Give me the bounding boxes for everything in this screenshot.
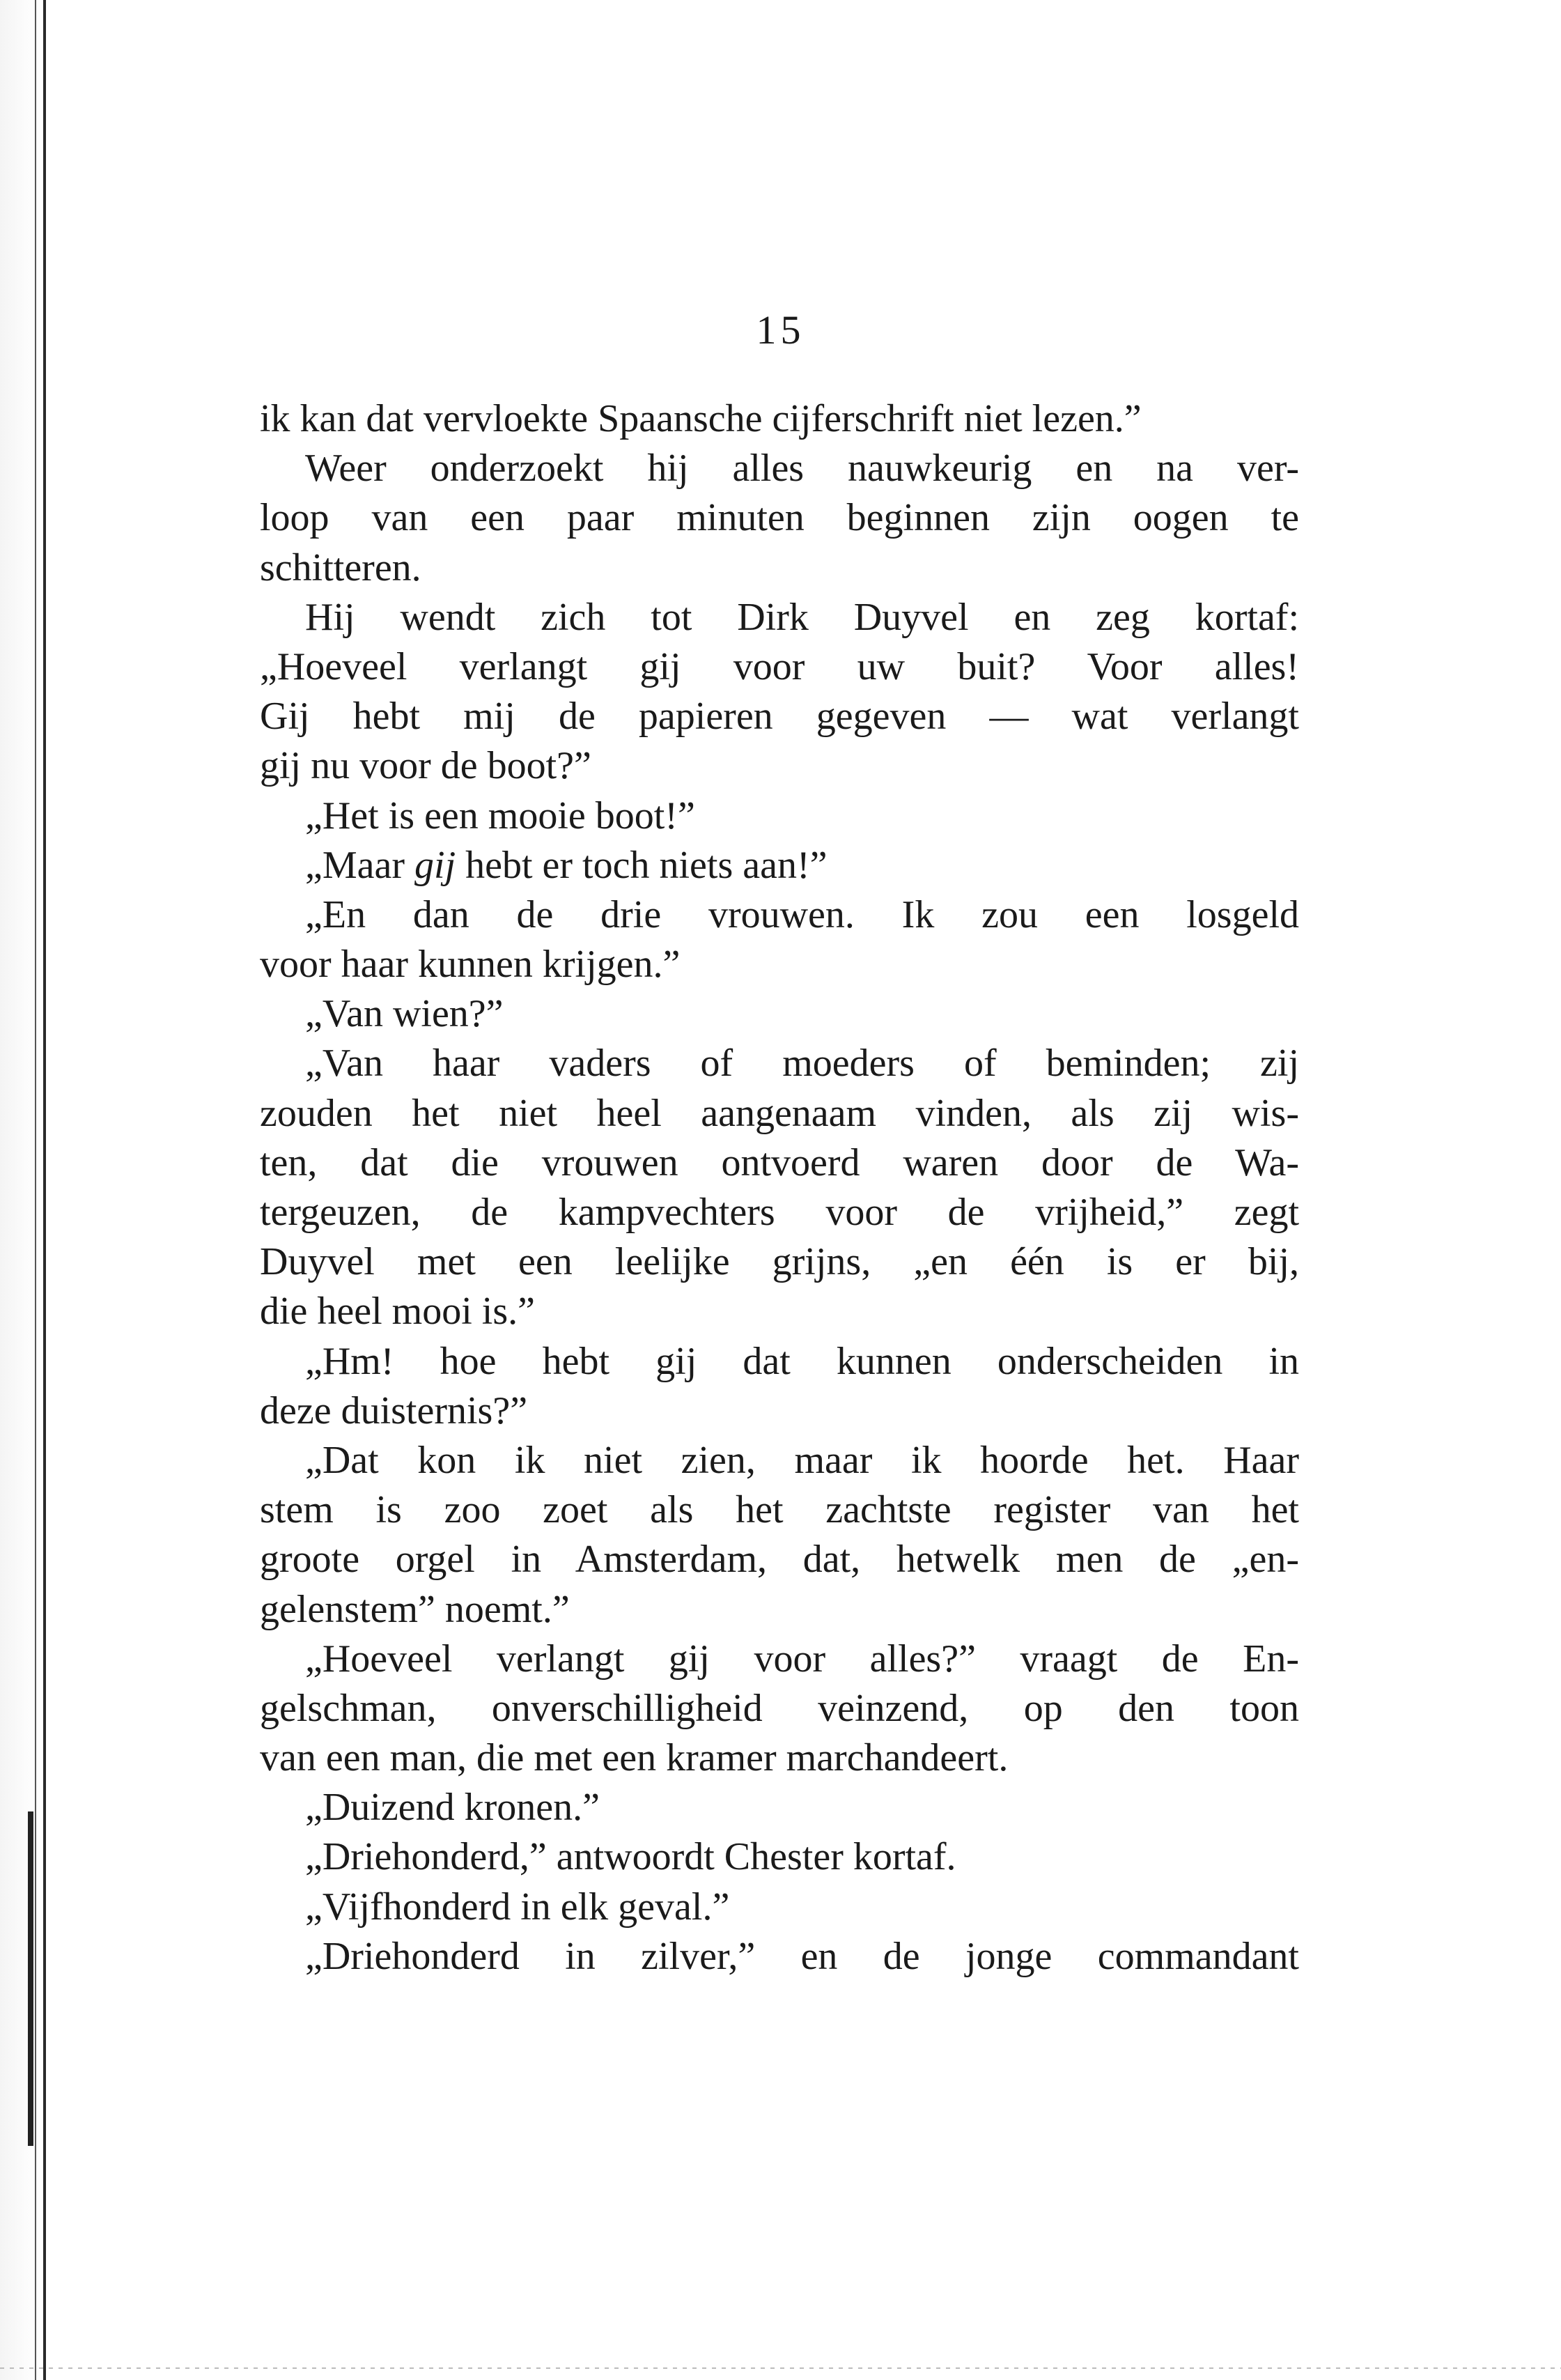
text-line: gelenstem” noemt.” — [260, 1587, 570, 1631]
text-line: „Vijfhonderd in elk geval.” — [305, 1885, 730, 1929]
text-line: Duyvel met een leelijke grijns, „en één is er bij, — [260, 1240, 1299, 1284]
binding-line — [43, 0, 46, 2380]
text-line: ten, dat die vrouwen ontvoerd waren door de Wa- — [260, 1141, 1299, 1184]
text-line: „Het is een mooie boot!” — [305, 794, 695, 837]
page-number: 15 — [756, 307, 805, 353]
text-line: tergeuzen, de kampvechters voor de vrijheid,” zegt — [260, 1191, 1299, 1234]
text-line: „Hm! hoe hebt gij dat kunnen onderscheiden in — [305, 1339, 1299, 1383]
text-line: „Van haar vaders of moeders of beminden; zij — [305, 1042, 1299, 1085]
body-text — [260, 394, 1299, 1981]
text-line: loop van een paar minuten beginnen zijn oogen te — [260, 496, 1299, 540]
text-line: „Hoeveel verlangt gij voor uw buit? Voor alles! — [260, 644, 1299, 688]
text-line: „En dan de drie vrouwen. Ik zou een losgeld — [305, 892, 1299, 936]
binding-mark — [28, 1811, 33, 2146]
text-line: „Hoeveel verlangt gij voor alles?” vraagt de En- — [305, 1637, 1299, 1680]
text-line: „Driehonderd in zilver,” en de jonge commandant — [305, 1934, 1299, 1978]
text-line: voor haar kunnen krijgen.” — [260, 943, 681, 987]
text-line: Weer onderzoekt hij alles nauwkeurig en na ver- — [305, 447, 1299, 490]
text-line: ik kan dat vervloekte Spaansche cijferschrift niet lezen.” — [260, 397, 1142, 440]
text-line: „Van wien?” — [305, 992, 504, 1036]
text-line: zouden het niet heel aangenaam vinden, als zij wis- — [260, 1091, 1299, 1135]
page-bottom-edge — [0, 2367, 1561, 2369]
text-line: Hij wendt zich tot Dirk Duyvel en zeg kortaf: — [305, 595, 1299, 639]
text-line: schitteren. — [260, 546, 421, 589]
text-line: „Driehonderd,” antwoordt Chester kortaf. — [305, 1835, 956, 1879]
text-line: die heel mooi is.” — [260, 1290, 536, 1334]
binding-shadow-line — [35, 0, 36, 2380]
page-binding-edge — [0, 0, 49, 2380]
text-line: „Duizend kronen.” — [305, 1786, 600, 1830]
text-line: „Maar gij hebt er toch niets aan!” — [305, 843, 828, 887]
text-line: Gij hebt mij de papieren gegeven — wat verlangt — [260, 695, 1299, 739]
text-line: deze duisternis?” — [260, 1389, 528, 1432]
text-line: gelschman, onverschilligheid veinzend, op den toon — [260, 1686, 1299, 1730]
text-line: van een man, die met een kramer marchandeert. — [260, 1736, 1009, 1780]
text-line: gij nu voor de boot?” — [260, 744, 591, 788]
text-line: stem is zoo zoet als het zachtste register van het — [260, 1488, 1299, 1532]
text-line: „Dat kon ik niet zien, maar ik hoorde het. Haar — [305, 1438, 1299, 1482]
text-line: groote orgel in Amsterdam, dat, hetwelk men de „en- — [260, 1538, 1299, 1582]
